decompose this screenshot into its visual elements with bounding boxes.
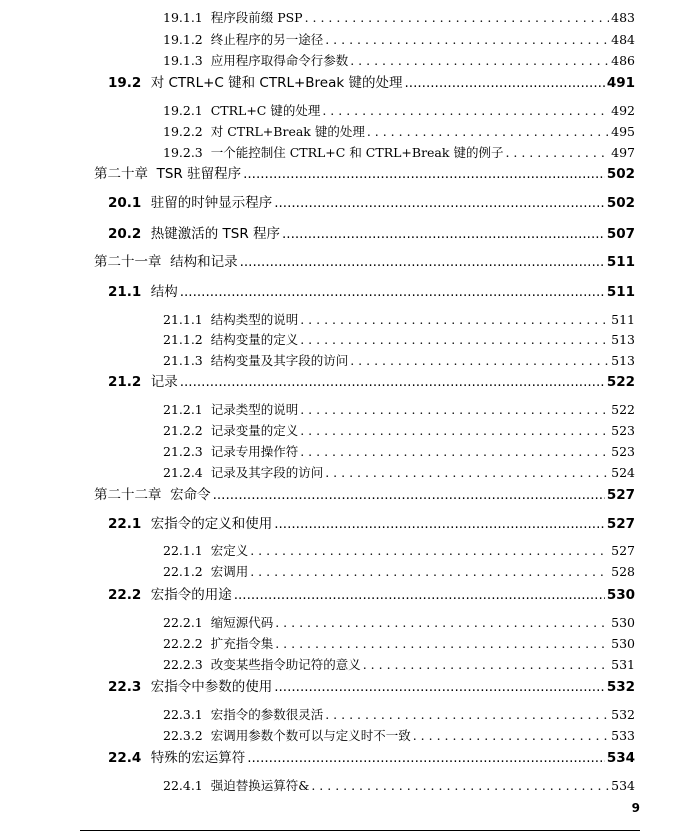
toc-leader-dots (325, 30, 609, 50)
toc-subsection-entry (163, 330, 635, 350)
toc-leader-dots (300, 400, 609, 420)
toc-leader-dots (274, 514, 605, 534)
toc-entry-number: 22.4.1 (163, 778, 203, 793)
toc-leader-dots (405, 73, 605, 93)
toc-entry-number: 22.3.2 (163, 728, 203, 743)
toc-leader-dots (180, 282, 605, 302)
toc-entry-label (108, 73, 403, 93)
toc-entry-number: 22.1.1 (163, 543, 203, 558)
toc-entry-title: 程序段前缀 PSP (210, 10, 303, 25)
toc-entry-label (163, 30, 323, 50)
toc-leader-dots (305, 8, 610, 28)
toc-entry-number: 19.1.3 (163, 53, 203, 68)
toc-entry-title: 强迫替换运算符& (210, 778, 310, 793)
toc-entry-page: 532 (606, 679, 635, 695)
toc-entry-label (163, 541, 248, 561)
toc-entry-label (163, 8, 303, 28)
toc-entry-label (108, 372, 178, 392)
toc-entry-page: 527 (606, 487, 635, 503)
toc-leader-dots (367, 122, 609, 142)
toc-leader-dots (234, 585, 605, 605)
toc-entry-title: 记录及其字段的访问 (210, 465, 324, 480)
toc-entry-page: 530 (611, 636, 635, 651)
toc-entry-number: 22.1 (108, 516, 142, 532)
toc-entry-number: 22.1.2 (163, 564, 203, 579)
toc-leader-dots (250, 541, 609, 561)
toc-entry-label (163, 143, 503, 163)
toc-entry-label (163, 310, 298, 330)
toc-entry-page: 497 (611, 145, 635, 160)
toc-section-entry (108, 677, 635, 697)
toc-entry-page: 511 (606, 284, 635, 300)
toc-entry-page: 530 (606, 587, 635, 603)
toc-entry-number: 19.2.3 (163, 145, 203, 160)
toc-leader-dots (275, 634, 609, 654)
toc-leader-dots (300, 421, 609, 441)
toc-subsection-entry (163, 634, 635, 654)
toc-entry-page: 502 (606, 195, 635, 211)
toc-leader-dots (240, 252, 605, 272)
toc-entry-page: 502 (606, 166, 635, 182)
toc-entry-label (108, 282, 178, 302)
toc-entry-number: 22.2.2 (163, 636, 203, 651)
toc-entry-label (163, 705, 323, 725)
toc-subsection-entry (163, 463, 635, 483)
toc-entry-label (108, 677, 272, 697)
toc-entry-label (163, 330, 298, 350)
toc-entry-page: 527 (611, 543, 635, 558)
toc-subsection-entry (163, 541, 635, 561)
toc-entry-title: 记录专用操作符 (210, 444, 299, 459)
toc-entry-title: 结构变量的定义 (210, 332, 299, 347)
toc-entry-number: 22.2 (108, 587, 142, 603)
toc-subsection-entry (163, 726, 635, 746)
toc-entry-page: 534 (611, 778, 635, 793)
toc-entry-number: 19.2 (108, 75, 142, 91)
toc-leader-dots (180, 372, 605, 392)
toc-subsection-entry (163, 351, 635, 371)
toc-entry-label (108, 514, 272, 534)
toc-entry-title: 结构变量及其字段的访问 (210, 353, 349, 368)
toc-entry-label (163, 122, 365, 142)
toc-entry-number: 21.1 (108, 284, 142, 300)
toc-entry-label (163, 463, 323, 483)
toc-entry-title: 宏指令的用途 (150, 587, 232, 603)
toc-section-entry (108, 585, 635, 605)
toc-entry-page: 495 (611, 124, 635, 139)
toc-entry-page: 522 (611, 402, 635, 417)
toc-entry-label (108, 224, 280, 244)
toc-entry-label (163, 655, 361, 675)
toc-leader-dots (300, 442, 609, 462)
toc-entry-label (94, 252, 238, 272)
toc-entry-title: CTRL+C 键的处理 (210, 103, 321, 118)
toc-leader-dots (247, 748, 605, 768)
toc-entry-number: 21.2.2 (163, 423, 203, 438)
footer-rule (80, 830, 640, 831)
toc-entry-title: 宏命令 (170, 487, 211, 503)
toc-entry-title: 终止程序的另一途径 (210, 32, 324, 47)
toc-entry-title: 特殊的宏运算符 (150, 750, 246, 766)
toc-entry-label (163, 421, 298, 441)
toc-subsection-entry (163, 655, 635, 675)
toc-subsection-entry (163, 51, 635, 71)
toc-entry-label (108, 193, 272, 213)
toc-leader-dots (300, 330, 609, 350)
toc-entry-page: 534 (606, 750, 635, 766)
toc-chapter-entry (94, 252, 635, 272)
toc-entry-title: TSR 驻留程序 (156, 166, 242, 182)
toc-subsection-entry (163, 310, 635, 330)
toc-entry-page: 511 (606, 254, 635, 270)
toc-entry-number: 21.2.4 (163, 465, 203, 480)
toc-entry-number: 第二十二章 (94, 487, 162, 503)
toc-leader-dots (363, 655, 609, 675)
toc-entry-title: 宏指令的定义和使用 (150, 516, 273, 532)
toc-entry-page: 528 (611, 564, 635, 579)
toc-entry-number: 19.2.2 (163, 124, 203, 139)
toc-entry-page: 523 (611, 444, 635, 459)
toc-entry-title: 结构类型的说明 (210, 312, 299, 327)
toc-subsection-entry (163, 562, 635, 582)
toc-entry-label (94, 485, 211, 505)
toc-entry-number: 20.2 (108, 226, 142, 242)
toc-subsection-entry (163, 101, 635, 121)
toc-entry-label (94, 164, 241, 184)
toc-entry-title: 扩充指令集 (210, 636, 274, 651)
toc-entry-page: 533 (611, 728, 635, 743)
toc-entry-number: 21.1.2 (163, 332, 203, 347)
toc-entry-page: 531 (611, 657, 635, 672)
toc-leader-dots (505, 143, 609, 163)
toc-entry-number: 22.2.1 (163, 615, 203, 630)
toc-entry-page: 486 (611, 53, 635, 68)
toc-section-entry (108, 748, 635, 768)
toc-entry-page: 527 (606, 516, 635, 532)
toc-entry-number: 21.1.1 (163, 312, 203, 327)
toc-entry-title: 应用程序取得命令行参数 (210, 53, 349, 68)
toc-leader-dots (274, 193, 605, 213)
toc-entry-title: 宏指令中参数的使用 (150, 679, 273, 695)
toc-leader-dots (274, 677, 605, 697)
toc-entry-title: 宏调用参数个数可以与定义时不一致 (210, 728, 411, 743)
toc-entry-label (108, 748, 245, 768)
toc-entry-number: 21.2.3 (163, 444, 203, 459)
toc-entry-title: 一个能控制住 CTRL+C 和 CTRL+Break 键的例子 (210, 145, 504, 160)
toc-leader-dots (325, 463, 609, 483)
toc-entry-page: 524 (611, 465, 635, 480)
page-number: 9 (631, 801, 640, 815)
toc-chapter-entry (94, 164, 635, 184)
toc-entry-number: 第二十章 (94, 166, 148, 182)
toc-entry-number: 22.4 (108, 750, 142, 766)
toc-leader-dots (300, 310, 609, 330)
toc-entry-page: 522 (606, 374, 635, 390)
toc-subsection-entry (163, 400, 635, 420)
toc-section-entry (108, 193, 635, 213)
toc-subsection-entry (163, 613, 635, 633)
toc-leader-dots (350, 351, 609, 371)
toc-subsection-entry (163, 30, 635, 50)
toc-leader-dots (282, 224, 605, 244)
toc-subsection-entry (163, 421, 635, 441)
toc-entry-title: 记录类型的说明 (210, 402, 299, 417)
toc-section-entry (108, 514, 635, 534)
toc-entry-number: 21.2.1 (163, 402, 203, 417)
toc-entry-page: 483 (611, 10, 635, 25)
toc-leader-dots (243, 164, 605, 184)
toc-leader-dots (275, 613, 609, 633)
toc-leader-dots (325, 705, 609, 725)
toc-entry-number: 21.1.3 (163, 353, 203, 368)
toc-entry-label (163, 562, 248, 582)
toc-entry-page: 484 (611, 32, 635, 47)
toc-leader-dots (250, 562, 609, 582)
toc-entry-page: 532 (611, 707, 635, 722)
toc-entry-title: 宏指令的参数很灵活 (210, 707, 324, 722)
toc-entry-title: 驻留的时钟显示程序 (150, 195, 273, 211)
toc-entry-page: 530 (611, 615, 635, 630)
toc-entry-page: 523 (611, 423, 635, 438)
toc-section-entry (108, 224, 635, 244)
toc-entry-number: 22.2.3 (163, 657, 203, 672)
toc-entry-number: 19.1.1 (163, 10, 203, 25)
toc-entry-title: 结构 (150, 284, 178, 300)
toc-leader-dots (322, 101, 609, 121)
toc-entry-title: 结构和记录 (170, 254, 238, 270)
toc-entry-label (163, 51, 348, 71)
toc-subsection-entry (163, 705, 635, 725)
toc-subsection-entry (163, 776, 635, 796)
toc-leader-dots (413, 726, 609, 746)
toc-entry-label (163, 613, 273, 633)
toc-entry-number: 第二十一章 (94, 254, 162, 270)
toc-entry-number: 22.3.1 (163, 707, 203, 722)
toc-entry-label (108, 585, 232, 605)
toc-entry-title: 记录变量的定义 (210, 423, 299, 438)
toc-entry-label (163, 726, 411, 746)
toc-entry-number: 19.1.2 (163, 32, 203, 47)
toc-entry-title: 记录 (150, 374, 178, 390)
toc-entry-title: 宏定义 (210, 543, 249, 558)
toc-entry-title: 改变某些指令助记符的意义 (210, 657, 361, 672)
toc-entry-page: 507 (606, 226, 635, 242)
toc-entry-number: 21.2 (108, 374, 142, 390)
toc-subsection-entry (163, 122, 635, 142)
toc-entry-label (163, 442, 298, 462)
toc-entry-title: 宏调用 (210, 564, 249, 579)
toc-leader-dots (350, 51, 609, 71)
toc-entry-title: 对 CTRL+Break 键的处理 (210, 124, 365, 139)
toc-section-entry (108, 282, 635, 302)
toc-entry-number: 19.2.1 (163, 103, 203, 118)
toc-leader-dots (311, 776, 609, 796)
toc-entry-title: 热键激活的 TSR 程序 (150, 226, 280, 242)
toc-entry-label (163, 101, 320, 121)
toc-entry-page: 511 (611, 312, 635, 327)
toc-entry-page: 513 (611, 332, 635, 347)
toc-section-entry (108, 73, 635, 93)
toc-entry-number: 20.1 (108, 195, 142, 211)
toc-entry-label (163, 634, 273, 654)
toc-entry-number: 22.3 (108, 679, 142, 695)
toc-section-entry (108, 372, 635, 392)
toc-subsection-entry (163, 143, 635, 163)
toc-subsection-entry (163, 442, 635, 462)
toc-entry-page: 492 (611, 103, 635, 118)
toc-entry-title: 对 CTRL+C 键和 CTRL+Break 键的处理 (150, 75, 403, 91)
toc-entry-page: 513 (611, 353, 635, 368)
toc-entry-title: 缩短源代码 (210, 615, 274, 630)
toc-chapter-entry (94, 485, 635, 505)
toc-leader-dots (213, 485, 605, 505)
toc-entry-page: 491 (606, 75, 635, 91)
toc-entry-label (163, 776, 309, 796)
toc-entry-label (163, 351, 348, 371)
toc-entry-label (163, 400, 298, 420)
toc-subsection-entry (163, 8, 635, 28)
